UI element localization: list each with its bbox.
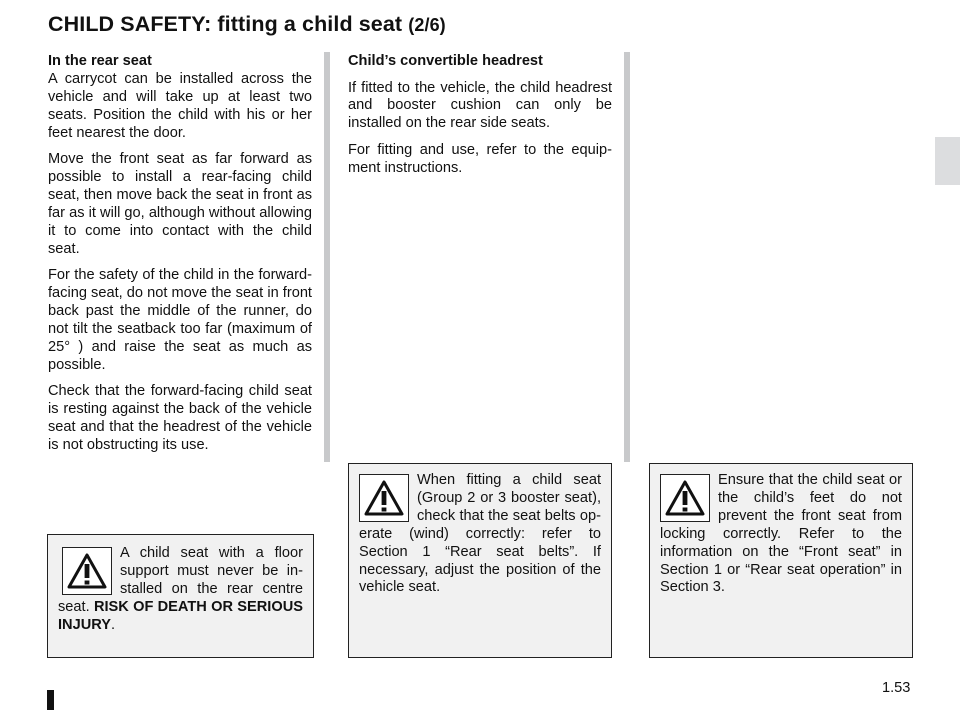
warning-triangle-icon [62,547,112,595]
page-number: 1.53 [882,680,911,696]
warning-seat-belts-text: When fitting a child seat (Group 2 or 3 booster seat), check that the seat belts operate (wind) correctly: refer to Section 1 “Rear seat belts”. If necessary, adjust the position of the vehicle seat. [359,472,601,596]
middle-paragraph-1: If fitted to the vehicle, the child headrest and booster cushion can only be installed on the rear side seats. [348,79,612,132]
left-paragraph-4: Check that the forward-facing child seat is resting against the back of the vehicle seat and that the headrest of the vehicle is not obstructing its use. [48,383,312,453]
left-column [48,53,312,463]
warning-triangle-icon [660,474,710,522]
warning-floor-support-end: . [110,616,116,633]
corner-mark [47,690,54,710]
warning-box-front-seat-locking [649,463,913,658]
middle-column [348,53,612,186]
left-paragraph-1-text: A carrycot can be installed across the vehicle and will take up at least two seats. Position the child with his or her feet nearest the door. [48,70,312,141]
left-paragraph-2: Move the front seat as far forward as possible to install a rear-facing child seat, then move back the seat in front as far as it will go, although without allowing it to come into contact with the child seat. [48,151,312,257]
warning-floor-support-text: A child seat with a floor support must never be installed on the rear centre seat. [58,545,303,615]
column-divider-right [624,52,630,462]
warning-floor-support-emphasis: RISK OF DEATH OR SERIOUS INJURY [58,598,303,633]
warning-box-seat-belts [348,463,612,658]
middle-heading: Child’s convertible headrest [348,53,543,69]
left-paragraph-1 [48,53,312,143]
warning-box-floor-support [47,534,314,658]
left-paragraph-3: For the safety of the child in the forward-facing seat, do not move the seat in front back past the middle of the runner, do not tilt the seatback too far (maximum of 25° ) and raise the seat as much as possible. [48,267,312,373]
warning-front-seat-locking-text: Ensure that the child seat or the child’s feet do not prevent the front seat from locking correctly. Refer to the information on the “Front seat” in Section 1 or “Rear seat operation” in Section 3. [660,472,902,596]
left-heading: In the rear seat [48,53,152,69]
title-part-indicator: (2/6) [408,15,446,35]
warning-triangle-icon [359,474,409,522]
section-tab [935,137,960,185]
page-title [48,12,446,37]
column-divider-left [324,52,330,462]
middle-paragraph-2: For fitting and use, refer to the equipment instructions. [348,141,612,176]
title-text: CHILD SAFETY: fitting a child seat [48,12,403,36]
